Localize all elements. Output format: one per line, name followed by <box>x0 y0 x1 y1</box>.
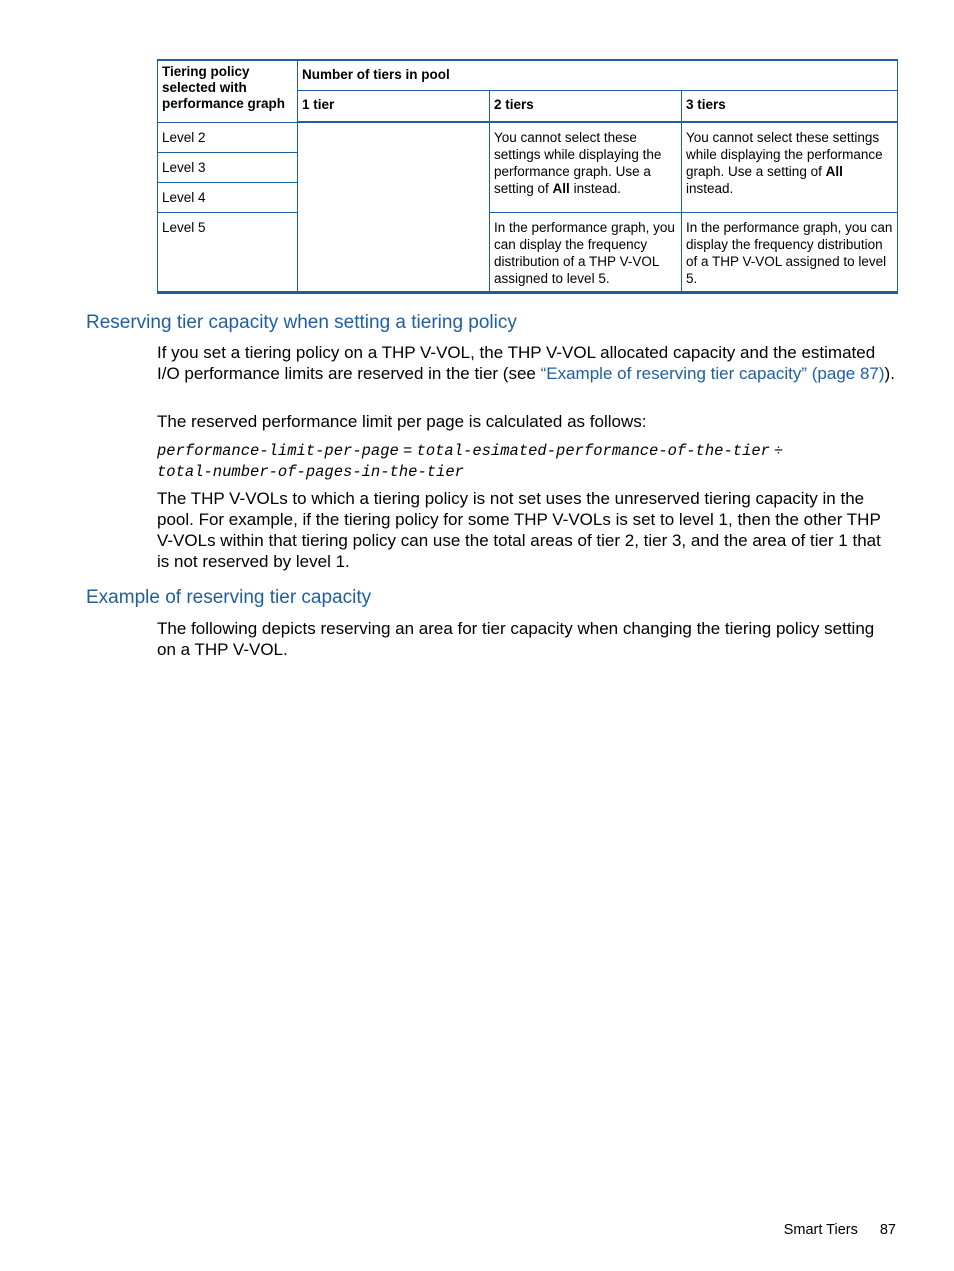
row-level-4: Level 4 <box>158 182 298 212</box>
page-number: 87 <box>879 1222 896 1238</box>
section-heading-example: Example of reserving tier capacity <box>86 587 372 608</box>
paragraph-example-intro: The following depicts reserving an area for tier capacity when changing the tiering policy setting on a THP V-VOL. <box>157 619 875 659</box>
paragraph-unreserved-capacity: The THP V-VOLs to which a tiering policy is not set uses the unreserved tiering capacity in the pool. For example, if the tiering policy for some THP V-VOLs is set to level 1, then the other THP V-VOLs within that tiering policy can use the total areas of tier 2, tier 3, and the area of tier 1 that is not reserved by level 1. <box>157 489 881 571</box>
header-number-of-tiers: Number of tiers in pool <box>298 60 898 90</box>
tiering-policy-table <box>157 59 898 294</box>
cell-2-tiers-levels-2-4: You cannot select these settings while displaying the performance graph. Use a setting of All instead. <box>490 122 682 212</box>
cell-3-tiers-levels-2-4: You cannot select these settings while displaying the performance graph. Use a setting of All instead. <box>682 122 898 212</box>
row-level-3: Level 3 <box>158 152 298 182</box>
header-2-tiers: 2 tiers <box>490 90 682 122</box>
section-heading-reserving: Reserving tier capacity when setting a tiering policy <box>86 312 517 333</box>
header-3-tiers: 3 tiers <box>682 90 898 122</box>
cell-2-tiers-level-5: In the performance graph, you can display the frequency distribution of a THP V-VOL assigned to level 5. <box>490 212 682 292</box>
formula: performance-limit-per-page = total-esimated-performance-of-the-tier ÷ total-number-of-pages-in-the-tier <box>157 442 783 481</box>
page-footer <box>784 1222 896 1238</box>
cell-1-tier-empty <box>298 122 490 292</box>
header-tiering-policy: Tiering policy selected with performance graph <box>158 60 298 122</box>
header-1-tier: 1 tier <box>298 90 490 122</box>
row-level-2: Level 2 <box>158 122 298 152</box>
cross-reference-link[interactable]: “Example of reserving tier capacity” (page 87) <box>540 364 885 383</box>
paragraph-calculation-intro: The reserved performance limit per page is calculated as follows: <box>157 412 647 431</box>
cell-3-tiers-level-5: In the performance graph, you can display the frequency distribution of a THP V-VOL assigned to level 5. <box>682 212 898 292</box>
paragraph-policy-reservation: If you set a tiering policy on a THP V-VOL, the THP V-VOL allocated capacity and the estimated I/O performance limits are reserved in the tier (see “Example of reserving tier capacity” (page 87)). <box>157 343 895 383</box>
footer-section-title: Smart Tiers <box>783 1222 858 1238</box>
row-level-5: Level 5 <box>158 212 298 292</box>
